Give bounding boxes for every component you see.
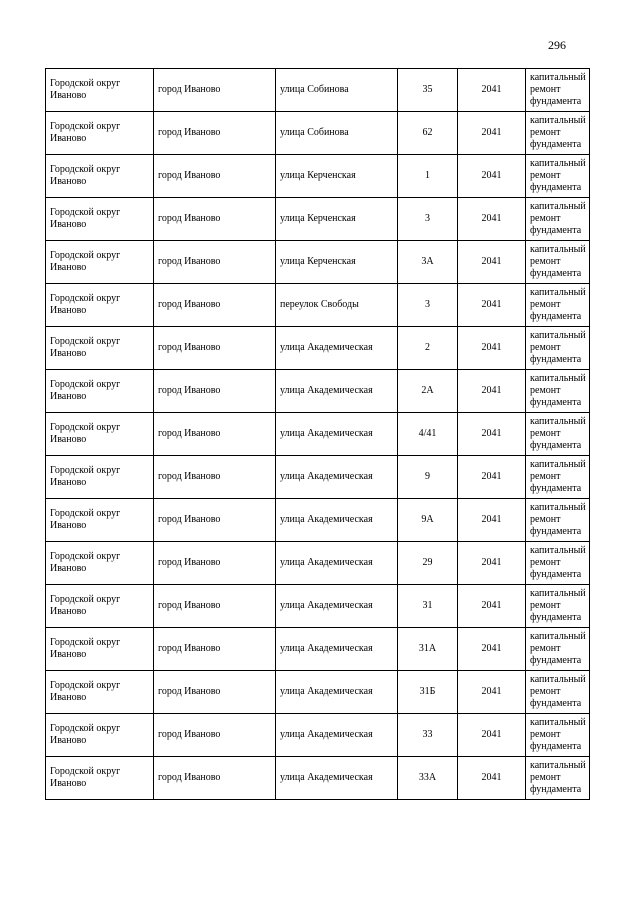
year-cell: 2041	[458, 284, 526, 327]
table-row	[46, 198, 590, 241]
city-cell: город Иваново	[154, 628, 276, 671]
table-row	[46, 284, 590, 327]
house-number-cell: 33	[398, 714, 458, 757]
year-cell: 2041	[458, 327, 526, 370]
city-cell: город Иваново	[154, 112, 276, 155]
work-type-cell: капитальный ремонт фундамента	[526, 327, 590, 370]
year-cell: 2041	[458, 198, 526, 241]
district-cell: Городской округ Иваново	[46, 241, 154, 284]
street-cell: улица Академическая	[276, 499, 398, 542]
house-number-cell: 2А	[398, 370, 458, 413]
city-cell: город Иваново	[154, 542, 276, 585]
street-cell: улица Академическая	[276, 413, 398, 456]
work-type-cell: капитальный ремонт фундамента	[526, 241, 590, 284]
street-cell: улица Академическая	[276, 456, 398, 499]
district-cell: Городской округ Иваново	[46, 757, 154, 800]
district-cell: Городской округ Иваново	[46, 413, 154, 456]
district-cell: Городской округ Иваново	[46, 499, 154, 542]
table-row	[46, 542, 590, 585]
city-cell: город Иваново	[154, 714, 276, 757]
table-row	[46, 456, 590, 499]
table-row	[46, 69, 590, 112]
work-type-cell: капитальный ремонт фундамента	[526, 714, 590, 757]
table-row	[46, 370, 590, 413]
table-row	[46, 714, 590, 757]
district-cell: Городской округ Иваново	[46, 585, 154, 628]
city-cell: город Иваново	[154, 413, 276, 456]
street-cell: улица Академическая	[276, 542, 398, 585]
house-number-cell: 31А	[398, 628, 458, 671]
work-type-cell: капитальный ремонт фундамента	[526, 370, 590, 413]
house-number-cell: 2	[398, 327, 458, 370]
year-cell: 2041	[458, 628, 526, 671]
work-type-cell: капитальный ремонт фундамента	[526, 155, 590, 198]
district-cell: Городской округ Иваново	[46, 370, 154, 413]
year-cell: 2041	[458, 155, 526, 198]
work-type-cell: капитальный ремонт фундамента	[526, 499, 590, 542]
work-type-cell: капитальный ремонт фундамента	[526, 628, 590, 671]
street-cell: улица Собинова	[276, 69, 398, 112]
page-number: 296	[548, 38, 566, 52]
district-cell: Городской округ Иваново	[46, 456, 154, 499]
house-number-cell: 9	[398, 456, 458, 499]
year-cell: 2041	[458, 714, 526, 757]
work-type-cell: капитальный ремонт фундамента	[526, 456, 590, 499]
street-cell: улица Академическая	[276, 671, 398, 714]
district-cell: Городской округ Иваново	[46, 198, 154, 241]
house-number-cell: 62	[398, 112, 458, 155]
district-cell: Городской округ Иваново	[46, 714, 154, 757]
year-cell: 2041	[458, 456, 526, 499]
house-number-cell: 33А	[398, 757, 458, 800]
city-cell: город Иваново	[154, 370, 276, 413]
table-row	[46, 413, 590, 456]
district-cell: Городской округ Иваново	[46, 327, 154, 370]
year-cell: 2041	[458, 542, 526, 585]
table-row	[46, 327, 590, 370]
table-row	[46, 499, 590, 542]
house-number-cell: 31	[398, 585, 458, 628]
city-cell: город Иваново	[154, 757, 276, 800]
city-cell: город Иваново	[154, 198, 276, 241]
district-cell: Городской округ Иваново	[46, 542, 154, 585]
street-cell: улица Академическая	[276, 585, 398, 628]
street-cell: улица Собинова	[276, 112, 398, 155]
house-number-cell: 35	[398, 69, 458, 112]
city-cell: город Иваново	[154, 671, 276, 714]
city-cell: город Иваново	[154, 69, 276, 112]
district-cell: Городской округ Иваново	[46, 69, 154, 112]
street-cell: переулок Свободы	[276, 284, 398, 327]
work-type-cell: капитальный ремонт фундамента	[526, 69, 590, 112]
table-row	[46, 757, 590, 800]
work-type-cell: капитальный ремонт фундамента	[526, 112, 590, 155]
city-cell: город Иваново	[154, 499, 276, 542]
street-cell: улица Керченская	[276, 198, 398, 241]
year-cell: 2041	[458, 370, 526, 413]
house-number-cell: 3	[398, 284, 458, 327]
city-cell: город Иваново	[154, 585, 276, 628]
house-number-cell: 29	[398, 542, 458, 585]
year-cell: 2041	[458, 241, 526, 284]
house-number-cell: 3	[398, 198, 458, 241]
work-type-cell: капитальный ремонт фундамента	[526, 198, 590, 241]
table-body	[46, 69, 590, 800]
work-type-cell: капитальный ремонт фундамента	[526, 671, 590, 714]
table-row	[46, 155, 590, 198]
district-cell: Городской округ Иваново	[46, 112, 154, 155]
city-cell: город Иваново	[154, 155, 276, 198]
work-type-cell: капитальный ремонт фундамента	[526, 585, 590, 628]
street-cell: улица Академическая	[276, 628, 398, 671]
work-type-cell: капитальный ремонт фундамента	[526, 413, 590, 456]
year-cell: 2041	[458, 671, 526, 714]
work-type-cell: капитальный ремонт фундамента	[526, 284, 590, 327]
street-cell: улица Академическая	[276, 714, 398, 757]
district-cell: Городской округ Иваново	[46, 155, 154, 198]
house-number-cell: 4/41	[398, 413, 458, 456]
year-cell: 2041	[458, 69, 526, 112]
city-cell: город Иваново	[154, 456, 276, 499]
table-row	[46, 628, 590, 671]
work-type-cell: капитальный ремонт фундамента	[526, 757, 590, 800]
district-cell: Городской округ Иваново	[46, 628, 154, 671]
table-row	[46, 585, 590, 628]
city-cell: город Иваново	[154, 284, 276, 327]
district-cell: Городской округ Иваново	[46, 284, 154, 327]
table-row	[46, 112, 590, 155]
year-cell: 2041	[458, 757, 526, 800]
street-cell: улица Академическая	[276, 327, 398, 370]
house-number-cell: 31Б	[398, 671, 458, 714]
year-cell: 2041	[458, 112, 526, 155]
year-cell: 2041	[458, 585, 526, 628]
city-cell: город Иваново	[154, 327, 276, 370]
district-cell: Городской округ Иваново	[46, 671, 154, 714]
house-number-cell: 9А	[398, 499, 458, 542]
street-cell: улица Керченская	[276, 155, 398, 198]
street-cell: улица Керченская	[276, 241, 398, 284]
table-row	[46, 671, 590, 714]
city-cell: город Иваново	[154, 241, 276, 284]
year-cell: 2041	[458, 499, 526, 542]
year-cell: 2041	[458, 413, 526, 456]
street-cell: улица Академическая	[276, 757, 398, 800]
street-cell: улица Академическая	[276, 370, 398, 413]
work-type-cell: капитальный ремонт фундамента	[526, 542, 590, 585]
repair-schedule-table	[45, 68, 590, 800]
table-row	[46, 241, 590, 284]
house-number-cell: 3А	[398, 241, 458, 284]
house-number-cell: 1	[398, 155, 458, 198]
